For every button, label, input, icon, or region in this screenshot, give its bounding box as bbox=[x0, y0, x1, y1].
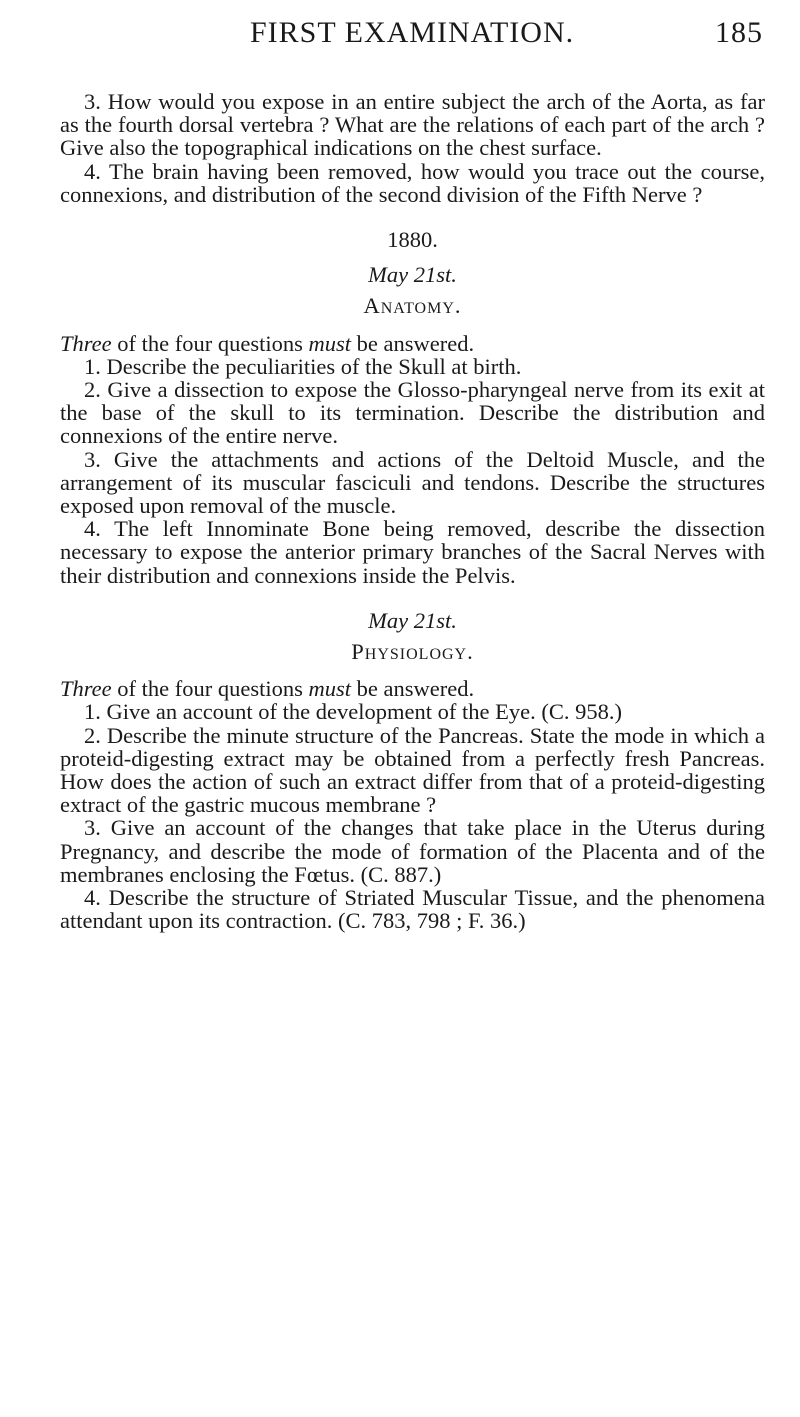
question-item: 3. How would you expose in an entire subject the arch of the Aorta, as far as the fourth dorsal vertebra ? What are the relations of each part of the arch ? Give also the topographical indications on the chest surface. bbox=[60, 89, 765, 161]
question-item: 1. Give an account of the development of the Eye. (C. 958.) bbox=[84, 699, 622, 725]
instructions-lead: Three bbox=[60, 330, 112, 356]
question-item: 2. Give a dissection to expose the Glosso-pharyngeal nerve from its exit at the base of the skull to its termination. Describe the distribution and connexions of the entire nerve. bbox=[60, 377, 765, 449]
instructions-tail: be answered. bbox=[351, 330, 475, 356]
exam-year: 1880. bbox=[387, 227, 438, 253]
question-item: 4. Describe the structure of Striated Muscular Tissue, and the phenomena attendant upon its contraction. (C. 783, 798 ; F. 36.) bbox=[60, 885, 765, 934]
physiology-section bbox=[60, 609, 765, 933]
running-header bbox=[0, 10, 800, 54]
page-body bbox=[60, 90, 765, 933]
question-item: 3. Give an account of the changes that take place in the Uterus during Pregnancy, and describe the mode of formation of the Placenta and of the membranes enclosing the Fœtus. (C. 887.) bbox=[60, 815, 765, 887]
anatomy-section bbox=[60, 263, 765, 587]
instructions-tail: be answered. bbox=[351, 676, 475, 702]
header-title: FIRST EXAMINATION. bbox=[250, 16, 575, 49]
section-date: May 21st. bbox=[368, 262, 457, 288]
section-subject: Anatomy. bbox=[363, 293, 462, 319]
question-item: 3. Give the attachments and actions of the Deltoid Muscle, and the arrangement of its muscular fasciculi and tendons. Describe the structures exposed upon removal of the muscle. bbox=[60, 446, 765, 519]
question-item: 4. The brain having been removed, how would you trace out the course, connexions, and distribution of the second division of the Fifth Nerve ? bbox=[60, 158, 765, 207]
section-subject: Physiology. bbox=[351, 639, 474, 665]
section-instructions bbox=[60, 332, 765, 355]
question-item: 2. Describe the minute structure of the Pancreas. State the mode in which a proteid-digesting extract may be obtained from a perfectly fresh Pancreas. How does the action of such an extract differ from that of a proteid-digesting extract of the gastric mucous membrane ? bbox=[60, 722, 765, 818]
instructions-mid: of the four questions bbox=[111, 676, 309, 702]
section-instructions bbox=[60, 677, 765, 700]
instructions-lead: Three bbox=[60, 676, 112, 702]
instructions-must: must bbox=[308, 330, 352, 356]
instructions-mid: of the four questions bbox=[111, 330, 309, 356]
page-number: 185 bbox=[715, 16, 763, 49]
question-item: 1. Describe the peculiarities of the Skull at birth. bbox=[84, 353, 522, 379]
instructions-must: must bbox=[308, 676, 352, 702]
section-date: May 21st. bbox=[368, 607, 457, 633]
question-item: 4. The left Innominate Bone being removed, describe the dissection necessary to expose the anterior primary branches of the Sacral Nerves with their distribution and connexions inside the Pelvis. bbox=[60, 516, 765, 588]
